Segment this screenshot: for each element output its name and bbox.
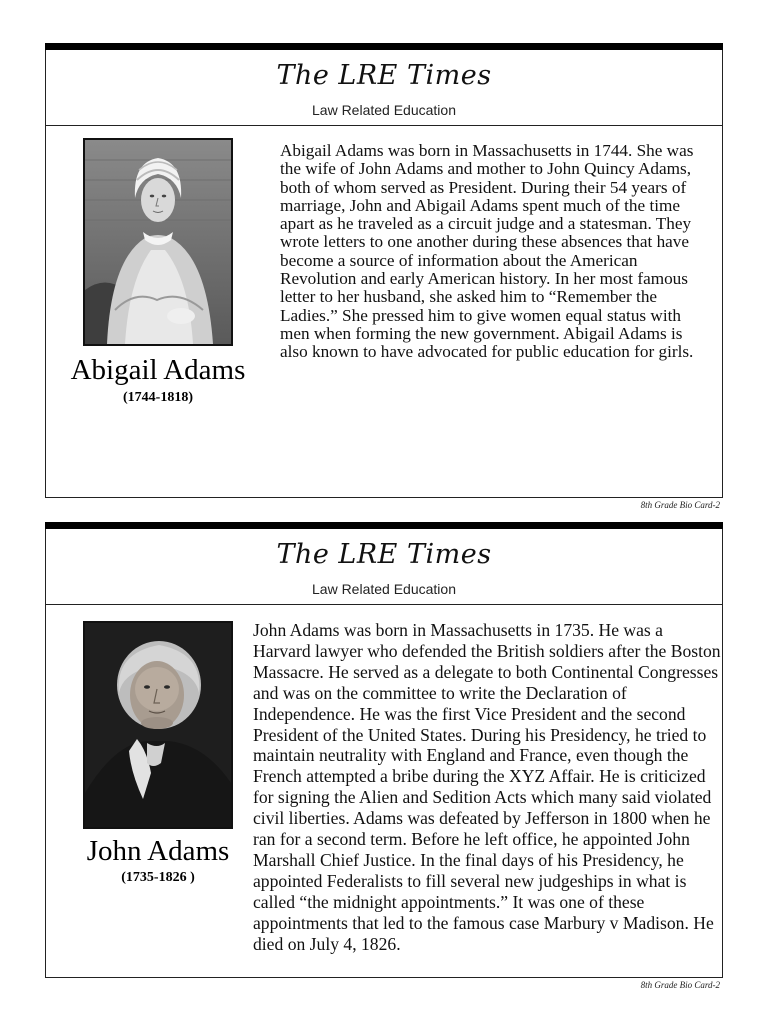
bio-card-john xyxy=(45,522,723,978)
bio-text: Abigail Adams was born in Massachusetts in 1744. She was the wife of John Adams and mother to John Quincy Adams, both of whom served as President. During their 54 years of marriage, John and Abigail Adams spent much of the time apart as he traveled as a circuit judge and a statesman. They wrote letters to one another during these absences that have become a source of information about the American Revolution and early American history. In her most famous letter to her husband, she asked him to “Remember the Ladies.” She pressed him to give women equal status with men when forming the new government. Abigail Adams is also known to have advocated for public education for girls. xyxy=(280,141,694,362)
card-top-rule xyxy=(45,43,723,50)
john-adams-portrait xyxy=(83,621,233,829)
card-footer-label: 8th Grade Bio Card-2 xyxy=(640,500,720,510)
person-dates: (1735-1826 ) xyxy=(121,870,195,885)
person-name: John Adams xyxy=(86,835,230,867)
masthead xyxy=(46,529,722,605)
person-dates: (1744-1818) xyxy=(123,390,193,405)
masthead-title: The LRE Times xyxy=(276,60,492,91)
masthead-subtitle: Law Related Education xyxy=(312,102,456,118)
person-name: Abigail Adams xyxy=(70,354,246,386)
masthead xyxy=(46,50,722,126)
card-footer-label: 8th Grade Bio Card-2 xyxy=(640,980,720,990)
bio-card-abigail xyxy=(45,43,723,498)
bio-text: John Adams was born in Massachusetts in 1735. He was a Harvard lawyer who defended the British soldiers after the Boston Massacre. He served as a delegate to both Continental Congresses and was on the committee to write the Declaration of Independence. He was the first Vice President and the second President of the United States. During his Presidency, he tried to maintain neutrality with England and France, even though the French attempted a bribe during the XYZ Affair. He is criticized for signing the Alien and Sedition Acts which many said violated civil liberties. Adams was defeated by Jefferson in 1800 when he ran for a second term. Before he left office, he appointed John Marshall Chief Justice. In the final days of his Presidency, he appointed Federalists to fill several new judgeships in what is called “the midnight appointments.” It was one of these appointments that led to the famous case Marbury v Madison. He died on July 4, 1826. xyxy=(253,620,721,954)
card-top-rule xyxy=(45,522,723,529)
masthead-title: The LRE Times xyxy=(276,539,492,570)
abigail-adams-portrait xyxy=(83,138,233,346)
masthead-subtitle: Law Related Education xyxy=(312,581,456,597)
